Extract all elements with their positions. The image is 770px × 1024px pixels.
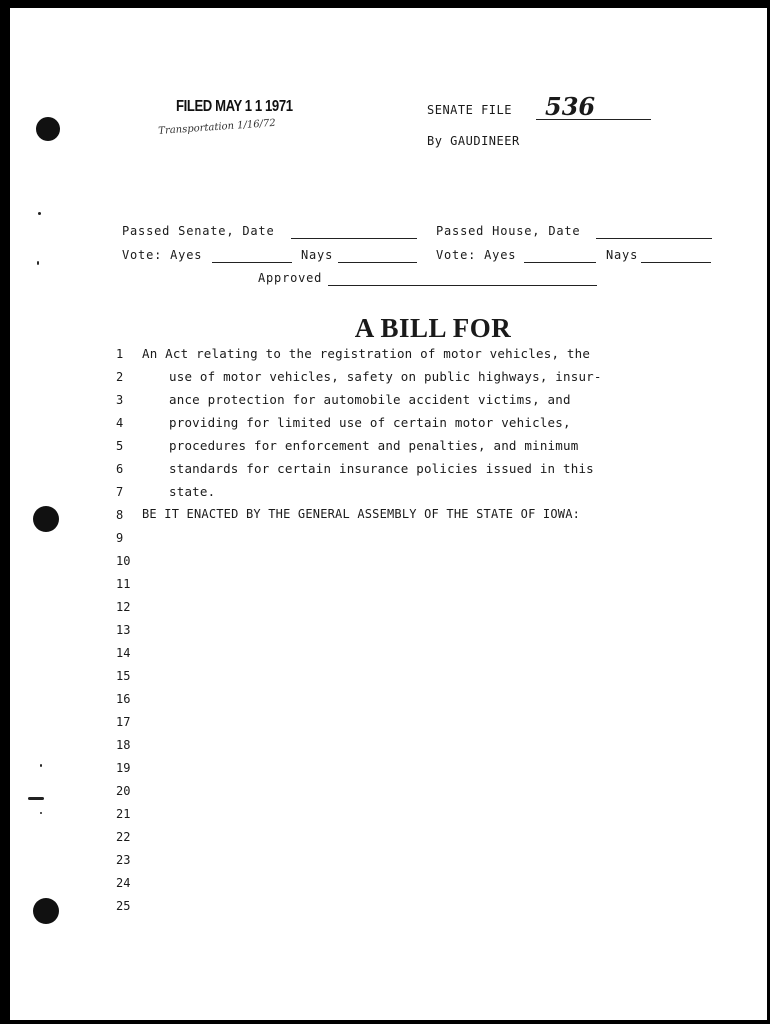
line-number: 2: [116, 370, 124, 384]
passed-house-label: Passed House, Date: [436, 224, 581, 238]
line-number: 14: [116, 646, 131, 660]
house-ayes-line: [524, 262, 596, 263]
sponsor: By GAUDINEER: [427, 134, 520, 148]
line-number: 22: [116, 830, 131, 844]
committee-note: Transportation 1/16/72: [158, 117, 277, 137]
approved-label: Approved: [258, 271, 323, 285]
scan-speck: [28, 797, 44, 800]
approved-line: [328, 285, 597, 286]
bill-line-text: An Act relating to the registration of motor vehicles, the: [142, 346, 591, 361]
scan-border-left: [0, 0, 10, 1024]
line-number: 4: [116, 416, 124, 430]
line-number: 25: [116, 899, 131, 913]
scan-speck: [40, 812, 42, 814]
punch-hole-middle: [33, 506, 59, 532]
senate-nays-label: Nays: [301, 248, 334, 262]
house-vote-ayes-label: Vote: Ayes: [436, 248, 517, 262]
line-number: 5: [116, 439, 124, 453]
line-number: 19: [116, 761, 131, 775]
scan-border-top: [0, 0, 770, 8]
enacting-clause: BE IT ENACTED BY THE GENERAL ASSEMBLY OF THE STATE OF IOWA:: [142, 507, 581, 521]
passed-house-date-line: [596, 238, 712, 239]
senate-ayes-line: [212, 262, 292, 263]
line-number: 3: [116, 393, 124, 407]
senate-nays-line: [338, 262, 417, 263]
scan-speck: [40, 764, 42, 767]
house-nays-label: Nays: [606, 248, 639, 262]
line-number: 12: [116, 600, 131, 614]
scan-border-bottom: [0, 1020, 770, 1024]
line-number: 11: [116, 577, 131, 591]
line-number: 24: [116, 876, 131, 890]
filed-stamp: FILED MAY 1 1 1971: [176, 98, 293, 115]
scan-speck: [37, 261, 39, 265]
line-number: 21: [116, 807, 131, 821]
scan-speck: [38, 212, 41, 215]
line-number: 18: [116, 738, 131, 752]
punch-hole-bottom: [33, 898, 59, 924]
bill-title: A BILL FOR: [354, 313, 512, 343]
line-number: 9: [116, 531, 124, 545]
punch-hole-top: [36, 117, 60, 141]
line-number: 13: [116, 623, 131, 637]
line-number: 23: [116, 853, 131, 867]
bill-line-text: use of motor vehicles, safety on public highways, insur-: [169, 369, 602, 384]
line-number: 15: [116, 669, 131, 683]
line-number: 6: [116, 462, 124, 476]
passed-senate-date-line: [291, 238, 417, 239]
house-nays-line: [641, 262, 711, 263]
line-number: 8: [116, 508, 124, 522]
senate-vote-ayes-label: Vote: Ayes: [122, 248, 203, 262]
line-number: 17: [116, 715, 131, 729]
line-number: 16: [116, 692, 131, 706]
senate-file-number: 536: [545, 92, 596, 121]
bill-line-text: procedures for enforcement and penalties, and minimum: [169, 438, 579, 453]
passed-senate-label: Passed Senate, Date: [122, 224, 275, 238]
line-number: 10: [116, 554, 131, 568]
line-number: 20: [116, 784, 131, 798]
bill-line-text: ance protection for automobile accident victims, and: [169, 392, 571, 407]
bill-line-text: providing for limited use of certain motor vehicles,: [169, 415, 571, 430]
senate-file-label: SENATE FILE: [427, 103, 512, 117]
line-number: 7: [116, 485, 124, 499]
bill-line-text: standards for certain insurance policies issued in this: [169, 461, 594, 476]
bill-line-text: state.: [169, 484, 216, 499]
line-number: 1: [116, 347, 124, 361]
